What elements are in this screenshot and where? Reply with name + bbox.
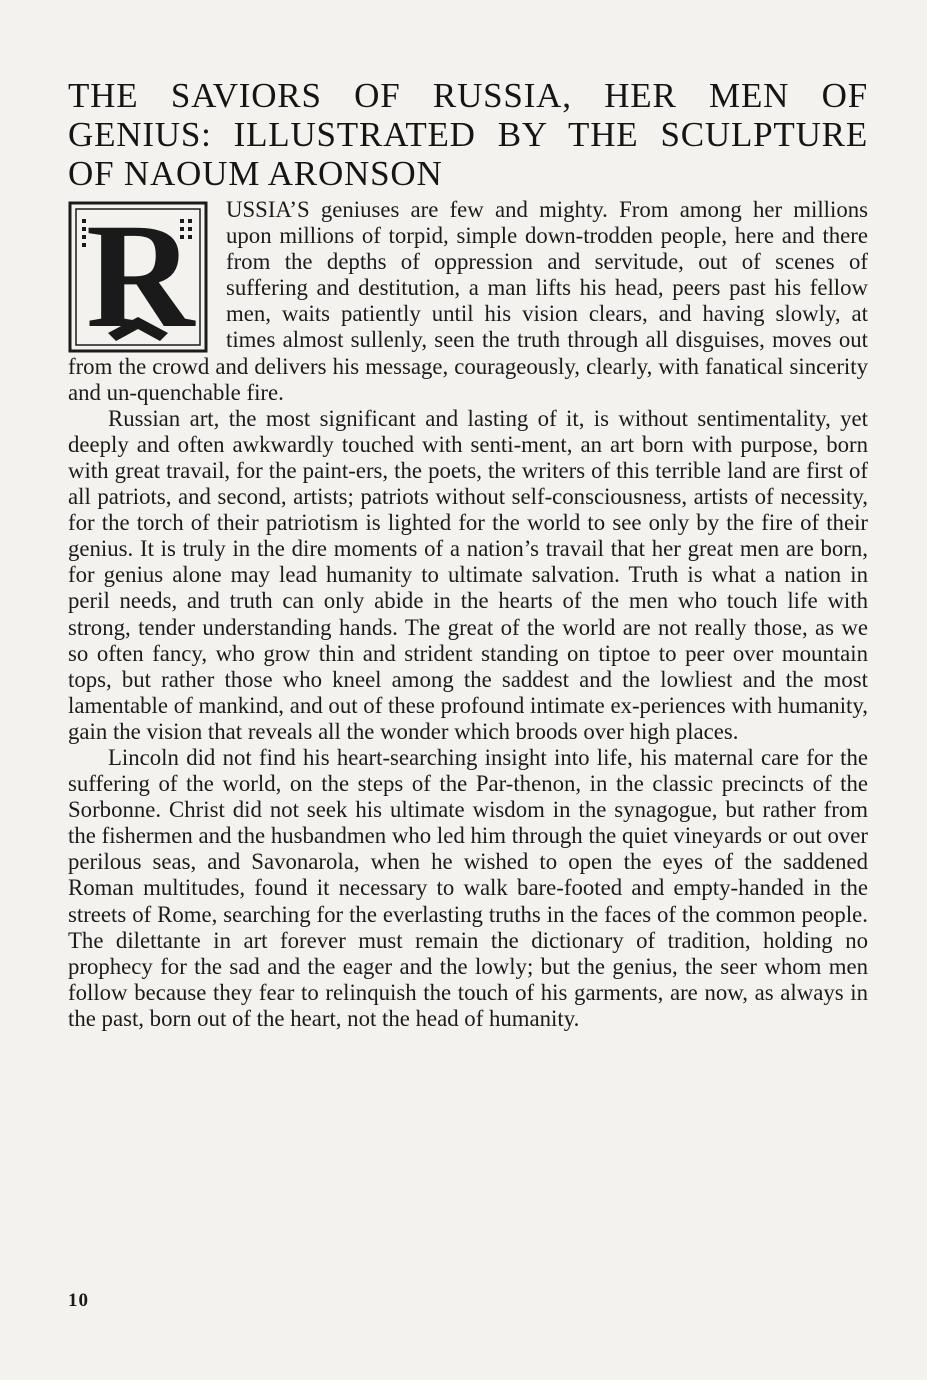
page-number: 10 — [68, 1290, 89, 1311]
drop-cap — [68, 193, 208, 359]
paragraph-1: USSIA’S geniuses are few and mighty. From among her millions upon millions of torpid, simple down-trodden people, here and there from the depths of oppression and servitude, out of scenes of suffering and destitution, a man lifts his head, peers past his fellow men, waits patiently until his vision clears, and having slowly, at times almost sullenly, seen the truth through all disguises, moves out from the crowd and delivers his message, courageously, clearly, with fanatical sincerity and un-quenchable fire. — [68, 197, 868, 405]
article-title: THE SAVIORS OF RUSSIA, HER MEN OF GENIUS: ILLUSTRATED BY THE SCULPTURE OF NAOUM ARONSON — [68, 76, 868, 193]
article-body — [68, 193, 868, 1032]
paragraph-3: Lincoln did not find his heart-searching insight into life, his maternal care for the suffering of the world, on the steps of the Par-thenon, in the classic precincts of the Sorbonne. Christ did not seek his ultimate wisdom in the synagogue, but rather from the fishermen and the husbandmen who led him through the quiet vineyards or out over perilous seas, and Savonarola, when he wished to open the eyes of the saddened Roman multitudes, found it necessary to walk bare-footed and empty-handed in the streets of Rome, searching for the everlasting truths in the faces of the common people. The dilettante in art forever must remain the dictionary of tradition, holding no prophecy for the sad and the eager and the lowly; but the genius, the seer whom men follow because they fear to relinquish the touch of his garments, are now, as always in the past, born out of the heart, not the head of humanity. — [68, 744, 868, 1031]
article — [68, 76, 868, 1032]
drop-cap-letter: R — [86, 193, 175, 359]
paragraph-2: Russian art, the most significant and lasting of it, is without sentimentality, yet deeply and often awkwardly touched with senti-ment, an art born with purpose, born with great travail, for the paint-ers, the poets, the writers of this terrible land are first of all patriots, and second, artists; patriots without self-consciousness, artists of necessity, for the torch of their patriotism is lighted for the world to see only by the fire of their genius. It is truly in the dire moments of a nation’s travail that her great men are born, for genius alone may lead humanity to ultimate salvation. Truth is what a nation in peril needs, and truth can only abide in the hearts of the men who touch life with strong, tender understanding hands. The great of the world are not really those, as we so often fancy, who grow thin and strident standing on tiptoe to peer over mountain tops, but rather those who kneel among the saddest and the lowliest and the most lamentable of mankind, and out of these profound intimate ex-periences with humanity, gain the vision that reveals all the wonder which broods over high places. — [68, 405, 868, 744]
